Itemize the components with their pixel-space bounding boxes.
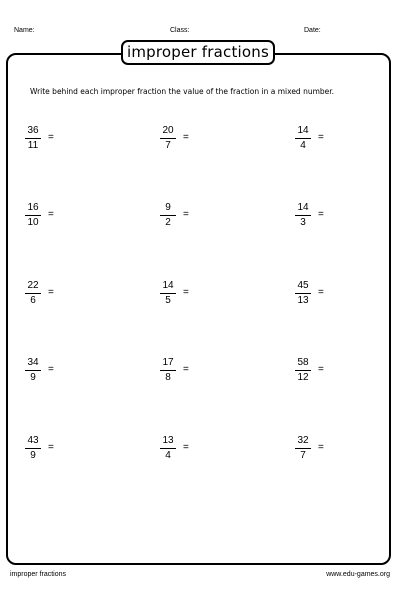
numerator: 43	[27, 435, 39, 446]
denominator: 9	[30, 372, 36, 383]
name-label: Name:	[14, 27, 35, 34]
denominator: 10	[27, 217, 39, 228]
instructions: Write behind each improper fraction the value of the fraction in a mixed number.	[30, 87, 335, 96]
fraction-item	[24, 434, 84, 468]
fraction	[159, 279, 177, 308]
equals-sign: =	[48, 209, 54, 220]
numerator: 36	[27, 125, 39, 136]
equals-sign: =	[183, 132, 189, 143]
numerator: 9	[165, 202, 171, 213]
equals-sign: =	[183, 287, 189, 298]
fraction-item	[294, 356, 354, 390]
denominator: 8	[165, 372, 171, 383]
fraction-item	[294, 124, 354, 158]
numerator: 32	[297, 435, 309, 446]
fraction	[159, 434, 177, 463]
fraction-item	[294, 434, 354, 468]
numerator: 14	[162, 280, 174, 291]
fraction	[294, 279, 312, 308]
fraction	[294, 201, 312, 230]
fraction	[24, 356, 42, 385]
equals-sign: =	[318, 287, 324, 298]
fraction-item	[294, 279, 354, 313]
equals-sign: =	[318, 132, 324, 143]
equals-sign: =	[318, 364, 324, 375]
fraction-item	[24, 279, 84, 313]
denominator: 5	[165, 295, 171, 306]
fraction-item	[159, 434, 219, 468]
equals-sign: =	[318, 209, 324, 220]
numerator: 16	[27, 202, 39, 213]
fraction	[24, 124, 42, 153]
fraction	[159, 201, 177, 230]
fraction	[159, 356, 177, 385]
equals-sign: =	[318, 442, 324, 453]
numerator: 14	[297, 125, 309, 136]
fraction-item	[159, 201, 219, 235]
class-label: Class:	[170, 27, 190, 34]
numerator: 22	[27, 280, 39, 291]
denominator: 4	[300, 140, 306, 151]
fraction	[294, 124, 312, 153]
denominator: 6	[30, 295, 36, 306]
denominator: 2	[165, 217, 171, 228]
numerator: 58	[297, 357, 309, 368]
numerator: 20	[162, 125, 174, 136]
fraction-item	[159, 279, 219, 313]
denominator: 4	[165, 450, 171, 461]
equals-sign: =	[48, 287, 54, 298]
fraction-item	[159, 356, 219, 390]
numerator: 14	[297, 202, 309, 213]
equals-sign: =	[48, 364, 54, 375]
denominator: 12	[297, 372, 309, 383]
fraction-item	[24, 356, 84, 390]
numerator: 34	[27, 357, 39, 368]
denominator: 11	[27, 140, 39, 151]
denominator: 7	[165, 140, 171, 151]
denominator: 9	[30, 450, 36, 461]
fraction	[24, 434, 42, 463]
fraction-item	[24, 201, 84, 235]
fraction	[294, 356, 312, 385]
fraction-item	[159, 124, 219, 158]
fraction-item	[24, 124, 84, 158]
equals-sign: =	[183, 442, 189, 453]
fraction	[159, 124, 177, 153]
numerator: 17	[162, 357, 174, 368]
equals-sign: =	[183, 209, 189, 220]
denominator: 7	[300, 450, 306, 461]
equals-sign: =	[48, 442, 54, 453]
fraction	[24, 201, 42, 230]
fraction	[24, 279, 42, 308]
numerator: 45	[297, 280, 309, 291]
equals-sign: =	[48, 132, 54, 143]
footer-title: improper fractions	[10, 571, 67, 578]
denominator: 13	[297, 295, 309, 306]
footer-website: www.edu-games.org	[326, 571, 390, 578]
fraction-item	[294, 201, 354, 235]
date-label: Date:	[304, 27, 321, 34]
fraction	[294, 434, 312, 463]
worksheet-title: improper fractions	[121, 40, 275, 65]
equals-sign: =	[183, 364, 189, 375]
denominator: 3	[300, 217, 306, 228]
numerator: 13	[162, 435, 174, 446]
